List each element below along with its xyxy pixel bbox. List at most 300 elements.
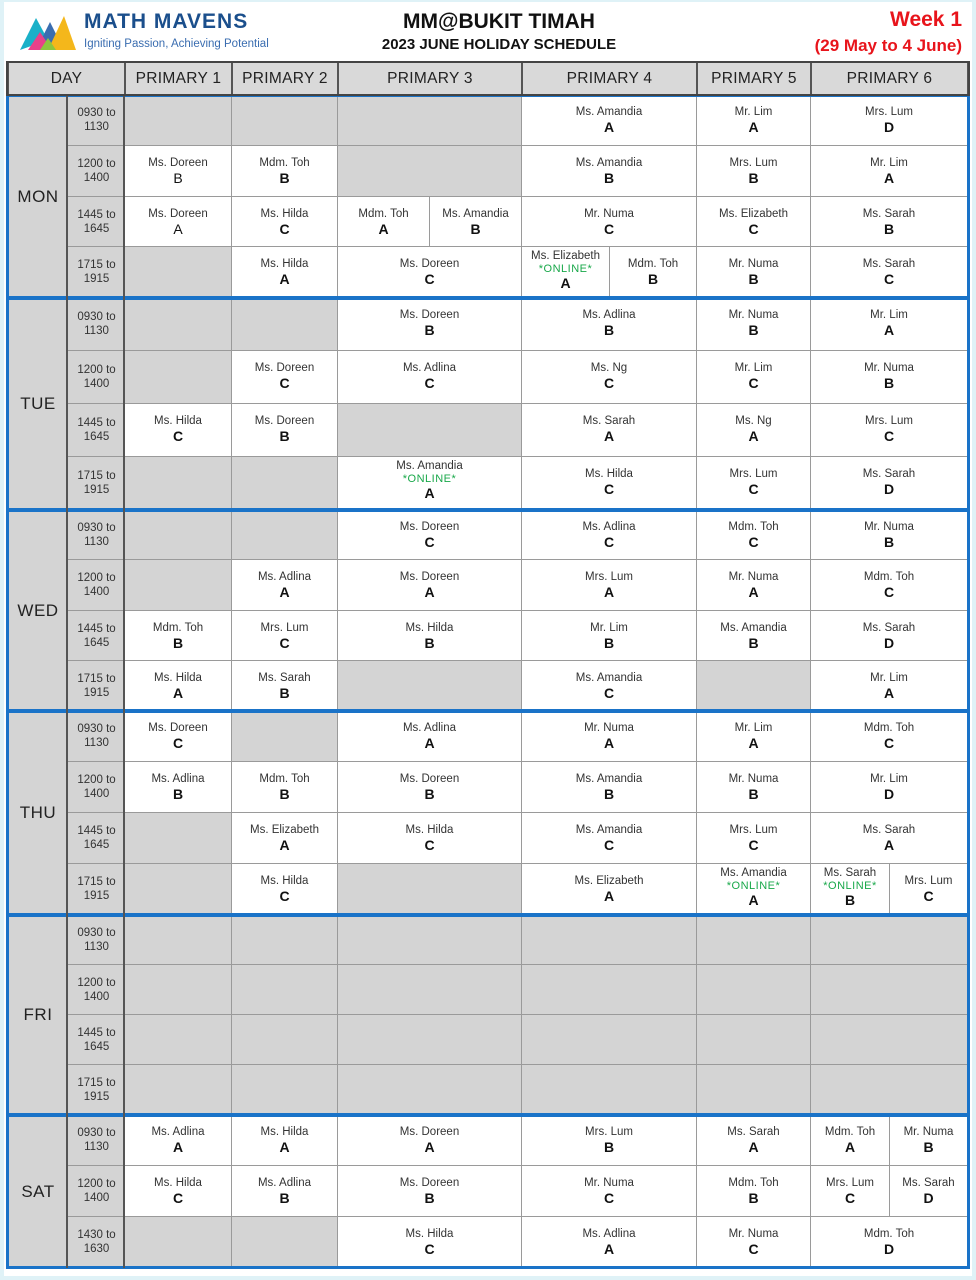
class-slot[interactable]: [232, 813, 338, 864]
class-code: A: [748, 1139, 759, 1155]
teacher-name: Ms. Hilda: [154, 415, 202, 427]
class-slot[interactable]: [697, 457, 811, 510]
empty-slot: [125, 1217, 232, 1268]
class-code: A: [603, 735, 615, 751]
class-slot[interactable]: [125, 404, 232, 457]
class-slot[interactable]: [232, 1166, 338, 1217]
class-slot[interactable]: [338, 197, 430, 247]
class-slot[interactable]: [811, 1217, 968, 1268]
class-code: C: [883, 735, 895, 751]
class-code: B: [424, 322, 435, 338]
class-slot[interactable]: [522, 864, 697, 915]
class-code: C: [279, 375, 290, 391]
class-slot[interactable]: [522, 611, 697, 661]
class-slot[interactable]: [125, 1115, 232, 1166]
teacher-name: Mrs. Lum: [904, 875, 953, 887]
teacher-name: Mrs. Lum: [729, 824, 778, 836]
teacher-name: Ms. Doreen: [399, 309, 460, 321]
teacher-name: Ms. Hilda: [260, 208, 309, 220]
class-code: B: [923, 1139, 934, 1155]
class-slot[interactable]: [522, 95, 697, 146]
class-slot[interactable]: [697, 813, 811, 864]
class-slot[interactable]: [232, 864, 338, 915]
class-code: A: [603, 1241, 615, 1257]
class-slot[interactable]: [338, 457, 522, 510]
teacher-name: Mr. Lim: [870, 672, 908, 684]
class-code: A: [844, 1139, 856, 1155]
class-slot[interactable]: [610, 247, 697, 298]
column-header-3: PRIMARY 3: [338, 62, 522, 95]
class-code: A: [424, 584, 435, 600]
time-slot: 1200 to 1400: [68, 560, 125, 611]
teacher-name: Ms. Doreen: [254, 362, 315, 374]
empty-slot: [338, 404, 522, 457]
teacher-name: Mr. Lim: [870, 773, 908, 785]
class-code: C: [883, 584, 895, 600]
class-slot[interactable]: [232, 351, 338, 404]
class-slot[interactable]: [697, 298, 811, 351]
empty-slot: [522, 1065, 697, 1115]
class-code: B: [279, 170, 290, 186]
class-code: B: [748, 170, 759, 186]
class-slot[interactable]: [338, 247, 522, 298]
time-slot: 1715 to 1915: [68, 247, 125, 298]
empty-slot: [811, 1015, 968, 1065]
teacher-name: Ms. Sarah: [862, 208, 916, 220]
online-badge: *ONLINE*: [402, 473, 457, 485]
time-slot: 1715 to 1915: [68, 661, 125, 711]
class-code: C: [923, 888, 934, 904]
class-slot[interactable]: [811, 611, 968, 661]
class-slot[interactable]: [338, 298, 522, 351]
class-code: A: [883, 685, 895, 701]
class-slot[interactable]: [811, 661, 968, 711]
teacher-name: Mrs. Lum: [585, 1126, 633, 1138]
class-slot[interactable]: [890, 1166, 968, 1217]
teacher-name: Ms. Ng: [590, 362, 628, 374]
column-divider: [123, 95, 125, 1268]
class-code: A: [279, 1139, 290, 1155]
class-code: C: [424, 837, 435, 853]
time-slot: 1445 to 1645: [68, 197, 125, 247]
teacher-name: Ms. Adlina: [582, 521, 636, 533]
teacher-name: Mrs. Lum: [729, 468, 778, 480]
class-slot[interactable]: [522, 457, 697, 510]
class-slot[interactable]: [522, 146, 697, 197]
class-slot[interactable]: [811, 510, 968, 560]
class-slot[interactable]: [522, 404, 697, 457]
teacher-name: Ms. Hilda: [260, 1126, 309, 1138]
teacher-name: Ms. Amandia: [575, 672, 643, 684]
empty-slot: [125, 864, 232, 915]
class-slot[interactable]: [522, 1217, 697, 1268]
class-code: C: [424, 534, 435, 550]
class-slot[interactable]: [338, 1166, 522, 1217]
class-code: C: [603, 1190, 615, 1206]
teacher-name: Ms. Doreen: [148, 208, 208, 220]
class-code: B: [172, 786, 184, 802]
time-slot: 0930 to 1130: [68, 95, 125, 146]
class-slot[interactable]: [522, 560, 697, 611]
teacher-name: Ms. Hilda: [585, 468, 633, 480]
class-code: C: [748, 481, 759, 497]
class-code: A: [603, 888, 615, 904]
teacher-name: Ms. Amandia: [720, 622, 787, 634]
class-slot[interactable]: [697, 762, 811, 813]
class-code: A: [279, 271, 290, 287]
class-code: C: [748, 534, 759, 550]
class-code: C: [748, 1241, 759, 1257]
class-code: A: [378, 221, 389, 237]
teacher-name: Ms. Amandia: [575, 157, 643, 169]
class-slot[interactable]: [232, 611, 338, 661]
column-divider: [66, 95, 68, 1268]
teacher-name: Ms. Sarah: [582, 415, 636, 427]
class-slot[interactable]: [338, 510, 522, 560]
class-slot[interactable]: [697, 95, 811, 146]
class-slot[interactable]: [232, 560, 338, 611]
class-code: B: [424, 635, 435, 651]
class-code: C: [883, 428, 895, 444]
class-code: B: [279, 1190, 290, 1206]
teacher-name: Mdm. Toh: [728, 521, 779, 533]
class-code: B: [603, 786, 615, 802]
time-slot: 1200 to 1400: [68, 351, 125, 404]
empty-slot: [232, 1015, 338, 1065]
class-code: B: [748, 322, 759, 338]
class-code: A: [424, 485, 435, 501]
empty-slot: [232, 298, 338, 351]
class-code: C: [172, 428, 184, 444]
teacher-name: Ms. Elizabeth: [718, 208, 789, 220]
empty-slot: [125, 95, 232, 146]
class-slot[interactable]: [697, 1166, 811, 1217]
teacher-name: Mrs. Lum: [729, 157, 778, 169]
teacher-name: Mr. Numa: [728, 1228, 779, 1240]
teacher-name: Mr. Numa: [903, 1126, 954, 1138]
teacher-name: Mdm. Toh: [627, 258, 679, 270]
class-code: D: [883, 635, 895, 651]
class-slot[interactable]: [522, 510, 697, 560]
empty-slot: [338, 146, 522, 197]
class-code: A: [173, 221, 183, 237]
class-code: C: [424, 271, 435, 287]
class-code: B: [603, 1139, 615, 1155]
class-slot[interactable]: [697, 197, 811, 247]
class-slot[interactable]: [522, 247, 610, 298]
empty-slot: [125, 915, 232, 965]
class-slot[interactable]: [522, 813, 697, 864]
class-slot[interactable]: [811, 298, 968, 351]
day-label-thu: THU: [8, 711, 68, 915]
class-slot[interactable]: [125, 711, 232, 762]
class-slot[interactable]: [125, 661, 232, 711]
class-code: D: [923, 1190, 934, 1206]
teacher-name: Ms. Elizabeth: [530, 250, 601, 262]
teacher-name: Ms. Doreen: [399, 521, 460, 533]
class-slot[interactable]: [522, 1115, 697, 1166]
empty-slot: [232, 965, 338, 1015]
teacher-name: Ms. Doreen: [254, 415, 315, 427]
class-slot[interactable]: [697, 711, 811, 762]
time-slot: 1445 to 1645: [68, 1015, 125, 1065]
class-slot[interactable]: [125, 1166, 232, 1217]
class-slot[interactable]: [811, 1115, 890, 1166]
empty-slot: [522, 965, 697, 1015]
online-badge: *ONLINE*: [538, 263, 593, 275]
column-header-6: PRIMARY 6: [811, 62, 968, 95]
class-slot[interactable]: [232, 146, 338, 197]
class-slot[interactable]: [125, 146, 232, 197]
empty-slot: [338, 915, 522, 965]
class-code: A: [603, 119, 615, 135]
teacher-name: Mr. Lim: [590, 622, 628, 634]
class-code: C: [603, 837, 615, 853]
class-code: A: [883, 322, 895, 338]
class-code: A: [172, 685, 184, 701]
time-slot: 0930 to 1130: [68, 298, 125, 351]
teacher-name: Mdm. Toh: [259, 157, 310, 169]
class-slot[interactable]: [697, 510, 811, 560]
class-slot[interactable]: [697, 146, 811, 197]
teacher-name: Ms. Amandia: [442, 208, 509, 220]
class-code: C: [603, 534, 615, 550]
class-code: C: [279, 221, 290, 237]
empty-slot: [125, 298, 232, 351]
class-slot[interactable]: [697, 864, 811, 915]
class-slot[interactable]: [232, 1115, 338, 1166]
class-slot[interactable]: [811, 711, 968, 762]
teacher-name: Ms. Elizabeth: [249, 824, 320, 836]
class-code: B: [748, 271, 759, 287]
teacher-name: Ms. Doreen: [399, 258, 460, 270]
class-slot[interactable]: [697, 560, 811, 611]
class-code: D: [883, 481, 895, 497]
teacher-name: Ms. Doreen: [399, 1126, 460, 1138]
teacher-name: Mdm. Toh: [863, 1228, 915, 1240]
day-label-mon: MON: [8, 95, 68, 298]
class-slot[interactable]: [232, 661, 338, 711]
teacher-name: Mrs. Lum: [585, 571, 633, 583]
time-slot: 1445 to 1645: [68, 404, 125, 457]
time-slot: 1200 to 1400: [68, 965, 125, 1015]
teacher-name: Mr. Lim: [870, 309, 908, 321]
teacher-name: Ms. Amandia: [575, 824, 643, 836]
empty-slot: [125, 965, 232, 1015]
class-slot[interactable]: [338, 1115, 522, 1166]
teacher-name: Mrs. Lum: [865, 106, 913, 118]
empty-slot: [232, 1217, 338, 1268]
class-code: C: [603, 685, 615, 701]
class-slot[interactable]: [811, 1166, 890, 1217]
empty-slot: [697, 1015, 811, 1065]
teacher-name: Ms. Adlina: [402, 722, 457, 734]
empty-slot: [125, 351, 232, 404]
class-code: C: [279, 635, 290, 651]
class-slot[interactable]: [811, 146, 968, 197]
teacher-name: Mrs. Lum: [865, 415, 913, 427]
class-code: B: [883, 221, 895, 237]
teacher-name: Mdm. Toh: [824, 1126, 876, 1138]
teacher-name: Ms. Sarah: [862, 824, 916, 836]
class-code: B: [603, 322, 615, 338]
empty-slot: [232, 711, 338, 762]
teacher-name: Ms. Sarah: [862, 622, 916, 634]
class-slot[interactable]: [811, 457, 968, 510]
class-code: B: [279, 685, 290, 701]
class-slot[interactable]: [697, 351, 811, 404]
teacher-name: Mr. Numa: [584, 208, 634, 220]
class-code: A: [883, 170, 895, 186]
teacher-name: Mr. Lim: [734, 362, 773, 374]
class-code: A: [603, 584, 615, 600]
time-slot: 1200 to 1400: [68, 146, 125, 197]
time-slot: 1200 to 1400: [68, 1166, 125, 1217]
teacher-name: Mr. Numa: [728, 309, 779, 321]
class-code: B: [470, 221, 481, 237]
class-slot[interactable]: [522, 762, 697, 813]
time-slot: 0930 to 1130: [68, 915, 125, 965]
empty-slot: [697, 915, 811, 965]
teacher-name: Mr. Numa: [728, 571, 779, 583]
empty-slot: [338, 661, 522, 711]
class-slot[interactable]: [522, 298, 697, 351]
teacher-name: Ms. Hilda: [260, 258, 309, 270]
class-code: A: [279, 584, 290, 600]
empty-slot: [232, 510, 338, 560]
class-slot[interactable]: [811, 95, 968, 146]
empty-slot: [338, 1065, 522, 1115]
class-slot[interactable]: [697, 404, 811, 457]
teacher-name: Ms. Doreen: [148, 157, 208, 169]
empty-slot: [232, 95, 338, 146]
class-code: A: [748, 428, 759, 444]
class-slot[interactable]: [811, 560, 968, 611]
teacher-name: Ms. Sarah: [258, 672, 311, 684]
teacher-name: Ms. Doreen: [399, 571, 460, 583]
teacher-name: Mdm. Toh: [863, 722, 915, 734]
day-label-wed: WED: [8, 510, 68, 711]
teacher-name: Ms. Adlina: [151, 773, 205, 785]
column-header-5: PRIMARY 5: [697, 62, 811, 95]
teacher-name: Ms. Elizabeth: [574, 875, 644, 887]
class-code: B: [603, 170, 615, 186]
class-slot[interactable]: [338, 560, 522, 611]
class-slot[interactable]: [890, 864, 968, 915]
class-code: A: [748, 892, 759, 908]
time-slot: 0930 to 1130: [68, 711, 125, 762]
class-slot[interactable]: [338, 762, 522, 813]
class-code: B: [424, 786, 435, 802]
class-slot[interactable]: [338, 611, 522, 661]
column-header-4: PRIMARY 4: [522, 62, 697, 95]
time-slot: 1200 to 1400: [68, 762, 125, 813]
teacher-name: Ms. Doreen: [148, 722, 208, 734]
teacher-name: Ms. Sarah: [902, 1177, 955, 1189]
teacher-name: Mdm. Toh: [358, 208, 409, 220]
teacher-name: Mr. Numa: [864, 521, 914, 533]
teacher-name: Ms. Ng: [735, 415, 772, 427]
class-slot[interactable]: [890, 1115, 968, 1166]
class-slot[interactable]: [697, 611, 811, 661]
class-slot[interactable]: [811, 762, 968, 813]
class-code: A: [424, 735, 435, 751]
class-slot[interactable]: [338, 813, 522, 864]
class-slot[interactable]: [522, 711, 697, 762]
class-slot[interactable]: [430, 197, 522, 247]
teacher-name: Mr. Numa: [728, 258, 779, 270]
page-title: MM@BUKIT TIMAH: [403, 10, 595, 33]
class-slot[interactable]: [232, 197, 338, 247]
teacher-name: Ms. Hilda: [405, 622, 454, 634]
teacher-name: Mdm. Toh: [728, 1177, 779, 1189]
class-code: C: [603, 481, 615, 497]
teacher-name: Ms. Adlina: [257, 571, 312, 583]
empty-slot: [125, 1015, 232, 1065]
class-slot[interactable]: [125, 762, 232, 813]
time-slot: 1715 to 1915: [68, 864, 125, 915]
class-slot[interactable]: [522, 661, 697, 711]
class-slot[interactable]: [338, 1217, 522, 1268]
class-code: A: [748, 584, 759, 600]
class-slot[interactable]: [697, 1115, 811, 1166]
class-slot[interactable]: [811, 404, 968, 457]
teacher-name: Ms. Hilda: [405, 1228, 454, 1240]
class-slot[interactable]: [125, 197, 232, 247]
class-code: A: [748, 735, 759, 751]
day-label-tue: TUE: [8, 298, 68, 510]
class-code: C: [424, 375, 435, 391]
class-slot[interactable]: [811, 864, 890, 915]
class-code: B: [647, 271, 659, 287]
teacher-name: Ms. Adlina: [257, 1177, 312, 1189]
teacher-name: Ms. Hilda: [260, 875, 309, 887]
empty-slot: [338, 965, 522, 1015]
class-slot[interactable]: [338, 351, 522, 404]
class-slot[interactable]: [522, 1166, 697, 1217]
empty-slot: [232, 1065, 338, 1115]
teacher-name: Mr. Numa: [584, 722, 634, 734]
teacher-name: Ms. Amandia: [720, 867, 787, 879]
class-code: A: [172, 1139, 184, 1155]
class-slot[interactable]: [697, 1217, 811, 1268]
class-slot[interactable]: [232, 247, 338, 298]
class-code: B: [173, 170, 183, 186]
class-slot[interactable]: [125, 611, 232, 661]
class-slot[interactable]: [811, 813, 968, 864]
class-code: A: [424, 1139, 435, 1155]
class-code: B: [748, 635, 759, 651]
class-slot[interactable]: [522, 351, 697, 404]
class-slot[interactable]: [811, 247, 968, 298]
class-slot[interactable]: [811, 351, 968, 404]
class-slot[interactable]: [338, 711, 522, 762]
empty-slot: [125, 510, 232, 560]
class-slot[interactable]: [522, 197, 697, 247]
class-slot[interactable]: [811, 197, 968, 247]
class-code: A: [603, 428, 615, 444]
empty-slot: [125, 247, 232, 298]
class-slot[interactable]: [232, 762, 338, 813]
time-slot: 0930 to 1130: [68, 510, 125, 560]
class-slot[interactable]: [232, 404, 338, 457]
teacher-name: Ms. Sarah: [823, 867, 877, 879]
empty-slot: [125, 457, 232, 510]
empty-slot: [232, 457, 338, 510]
logo-tagline: Igniting Passion, Achieving Potential: [84, 38, 269, 50]
class-slot[interactable]: [697, 247, 811, 298]
class-code: D: [883, 119, 895, 135]
